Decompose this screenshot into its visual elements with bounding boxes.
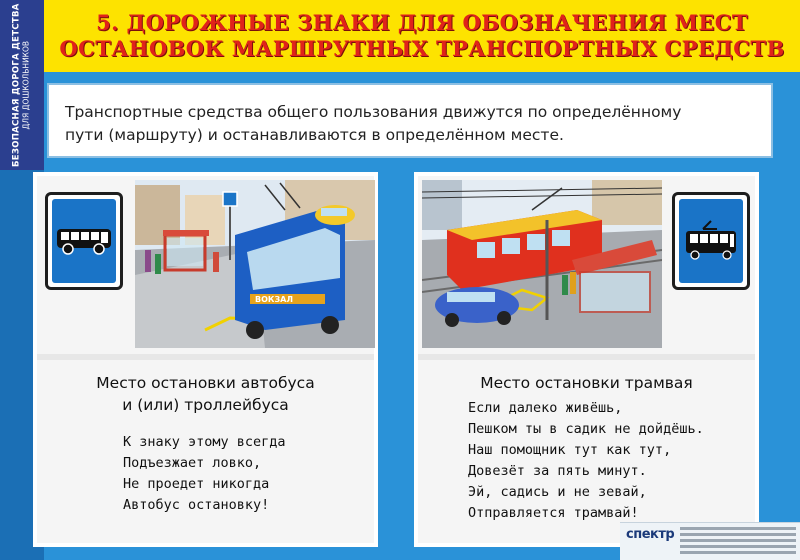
intro-box	[47, 83, 773, 158]
bus-stop-caption	[37, 372, 374, 416]
intro-line-2: пути (маршруту) и останавливаются в определённом месте.	[65, 126, 564, 144]
bus-stop-panel	[33, 172, 378, 547]
bus-stop-illustration	[135, 180, 375, 348]
page-title-line-2: ОСТАНОВОК МАРШРУТНЫХ ТРАНСПОРТНЫХ СРЕДСТВ	[59, 36, 785, 61]
tram-poem-line: Эй, садись и не зевай,	[468, 484, 647, 500]
bus-poem-line: К знаку этому всегда	[123, 434, 286, 450]
tram-stop-caption-line-1: Место остановки трамвая	[480, 374, 693, 392]
panel-divider	[37, 354, 374, 360]
bus-poem-line: Автобус остановку!	[123, 497, 270, 513]
bus-poem	[123, 432, 286, 516]
publisher-fine-print	[680, 527, 796, 557]
tram-stop-caption	[418, 372, 755, 394]
publisher-imprint	[620, 522, 800, 560]
tram-stop-panel	[414, 172, 759, 547]
tram-poem-line: Довезёт за пять минут.	[468, 463, 647, 479]
bus-poem-line: Не проедет никогда	[123, 476, 270, 492]
panel-divider	[418, 354, 755, 360]
bus-poem-line: Подъезжает ловко,	[123, 455, 262, 471]
title-bar	[44, 0, 800, 72]
tram-poem-line: Отправляется трамвай!	[468, 505, 639, 521]
series-title: БЕЗОПАСНАЯ ДОРОГА ДЕТСТВА	[11, 3, 22, 167]
bus-stop-caption-line-2: и (или) троллейбуса	[122, 396, 289, 414]
bus-destination-label: ВОКЗАЛ	[255, 295, 293, 304]
publisher-logo: спектр	[626, 527, 675, 542]
intro-line-1: Транспортные средства общего пользования движутся по определённому	[65, 103, 682, 121]
series-label	[0, 0, 44, 170]
tram-poem-line: Если далеко живёшь,	[468, 400, 623, 416]
bus-icon	[55, 226, 113, 256]
tram-stop-sign	[672, 192, 750, 290]
tram-poem-line: Наш помощник тут как тут,	[468, 442, 672, 458]
bus-stop-caption-line-1: Место остановки автобуса	[96, 374, 315, 392]
series-subtitle: ДЛЯ ДОШКОЛЬНИКОВ	[21, 40, 31, 130]
page-title-line-1: 5. ДОРОЖНЫЕ ЗНАКИ ДЛЯ ОБОЗНАЧЕНИЯ МЕСТ	[96, 10, 748, 35]
tram-poem-line: Пешком ты в садик не дойдёшь.	[468, 421, 704, 437]
tram-icon	[683, 219, 739, 263]
tram-poem	[468, 398, 704, 524]
bus-stop-sign	[45, 192, 123, 290]
tram-stop-illustration	[422, 180, 662, 348]
